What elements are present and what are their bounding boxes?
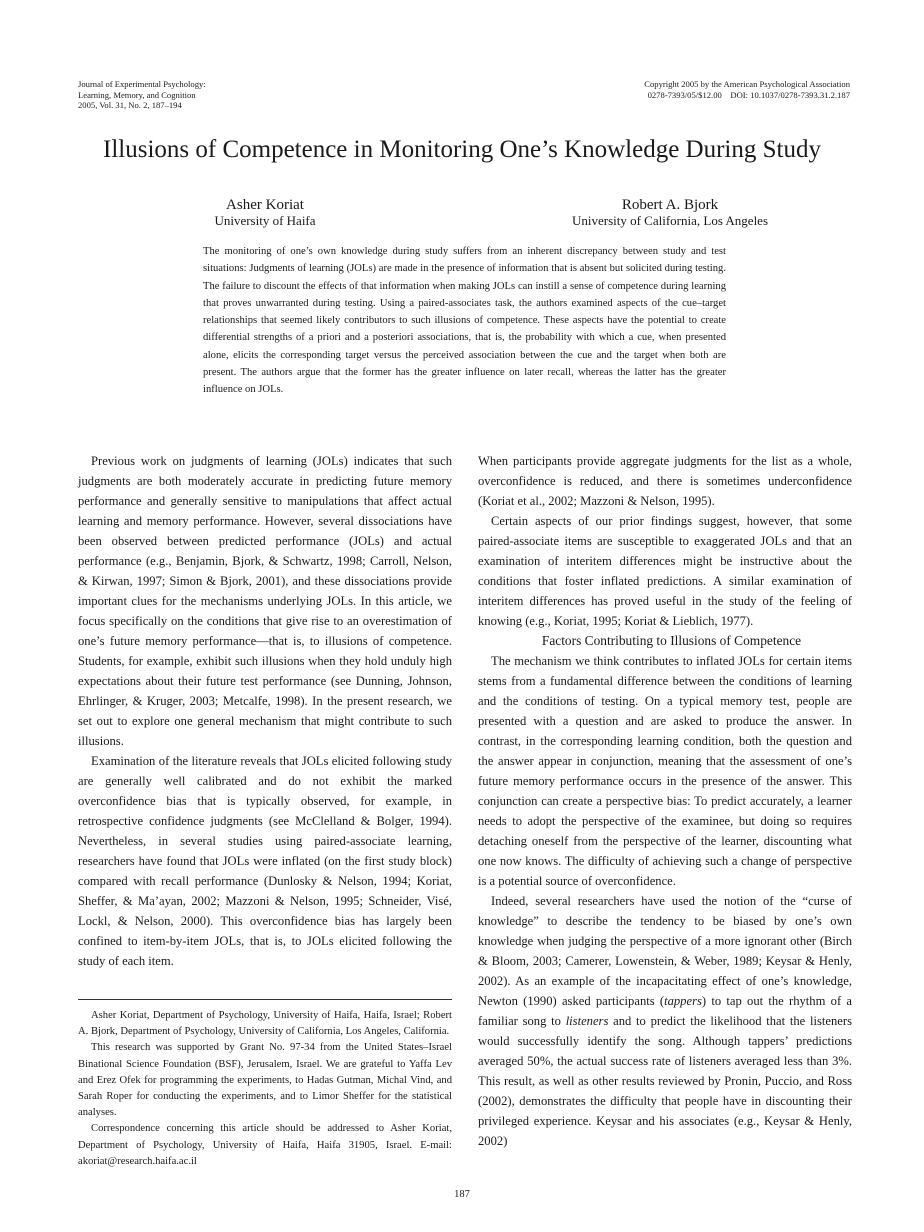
footnotes xyxy=(78,1008,452,1170)
right-column xyxy=(478,451,852,1151)
author-2 xyxy=(520,197,820,229)
copyright-line: Copyright 2005 by the American Psychological Association xyxy=(644,79,850,89)
paragraph: Previous work on judgments of learning (JOLs) indicates that such judgments are both moderately accurate in predicting future memory performance and generally sensitive to manipulations that affect actual learning and memory performance. However, several dissociations have been observed between predicted performance (JOLs) and actual performance (e.g., Benjamin, Bjork, & Schwartz, 1998; Carroll, Nelson, & Kirwan, 1997; Simon & Bjork, 2001), and these dissociations provide important clues for the mechanisms underlying JOLs. In this article, we focus specifically on the conditions that give rise to an overestimation of one’s future memory performance—that is, to illusions of competence. Students, for example, exhibit such illusions when they hold unduly high expectations about their future test performance (see Dunning, Johnson, Ehrlinger, & Kruger, 2003; Metcalfe, 1998). In the present research, we set out to explore one general mechanism that might contribute to such illusions. xyxy=(78,454,452,748)
text: ) to tap out the rhythm of a familiar song to xyxy=(478,994,852,1028)
paragraph xyxy=(478,891,852,1151)
author-name: Asher Koriat xyxy=(226,197,304,213)
author-name: Robert A. Bjork xyxy=(621,197,719,213)
footnote: Correspondence concerning this article should be addressed to Asher Koriat, Department of Psychology, University of Haifa, Haifa 31905, Israel. E-mail: akoriat@research.haifa.ac.il xyxy=(78,1123,452,1167)
copyright-info xyxy=(644,79,850,100)
paragraph: The mechanism we think contributes to inflated JOLs for certain items stems from a fundamental difference between the conditions of learning and the conditions of testing. On a typical memory test, people are presented with a question and are asked to produce the answer. In contrast, in the corresponding learning condition, both the question and the answer appear in conjunction, meaning that the assessment of one’s future memory performance occurs in the presence of the answer. This conjunction can create a perspective bias: To predict accurately, a learner needs to adopt the perspective of the examinee, but doing so requires detaching oneself from the perspective of the learner, discounting what one now knows. The difficulty of achieving such a change of perspective is a potential source of overconfidence. xyxy=(478,654,852,888)
journal-line: Learning, Memory, and Cognition xyxy=(78,89,196,100)
journal-line: 2005, Vol. 31, No. 2, 187–194 xyxy=(78,100,182,110)
italic-term: tappers xyxy=(664,994,702,1008)
paragraph: Examination of the literature reveals that JOLs elicited following study are generally well calibrated and do not exhibit the marked overconfidence bias that is typically observed, for example, in retrospective confidence judgments (see McClelland & Bolger, 1994). Nevertheless, in several studies using paired-associate learning, researchers have found that JOLs were inflated (on the first study block) compared with recall performance (Dunlosky & Nelson, 1994; Koriat, Sheffer, & Ma’ayan, 2002; Mazzoni & Nelson, 1995; Schneider, Visé, Lockl, & Nelson, 2000). This overconfidence bias has largely been confined to item-by-item JOLs, that is, to JOLs elicited following the study of each item. xyxy=(78,754,452,968)
footnote-divider xyxy=(78,999,452,1000)
page-number: 187 xyxy=(454,1189,470,1200)
author-1 xyxy=(190,197,340,229)
journal-info xyxy=(78,79,206,111)
journal-line: Journal of Experimental Psychology: xyxy=(78,79,206,89)
copyright-line: 0278-7393/05/$12.00 DOI: 10.1037/0278-7393.31.2.187 xyxy=(647,89,850,100)
paragraph: When participants provide aggregate judgments for the list as a whole, overconfidence is reduced, and there is sometimes underconfidence (Koriat et al., 2002; Mazzoni & Nelson, 1995). xyxy=(478,454,852,508)
left-column xyxy=(78,451,452,1170)
italic-term: listeners xyxy=(565,1014,609,1028)
footnote: This research was supported by Grant No. 97-34 from the United States–Israel Binational Science Foundation (BSF), Jerusalem, Israel. We are grateful to Yaffa Lev and Erez Ofek for programming the experiments, to Hadas Gutman, Michal Vind, and Sarah Roper for conducting the experiments, and to Limor Sheffer for the statistical analyses. xyxy=(78,1042,452,1119)
abstract: The monitoring of one’s own knowledge during study suffers from an inherent discrepancy between study and test situations: Judgments of learning (JOLs) are made in the presence of information that is absent but solicited during testing. The failure to discount the effects of that information when making JOLs can instill a sense of competence during learning that proves unwarranted during testing. Using a paired-associates task, the authors examined aspects of the cue–target relationships that seemed likely contributors to such illusions of competence. These aspects have the potential to create differential strengths of a priori and a posteriori associations, that is, the probability with which a cue, when presented alone, elicits the corresponding target versus the perceived association between the cue and the target when both are present. The authors argue that the former has the greater influence on later recall, whereas the latter has the greater influence on JOLs. xyxy=(203,246,726,396)
text: Indeed, several researchers have used the notion of the “curse of knowledge” to describe the tendency to be biased by one’s own knowledge when judging the perspective of a more ignorant other (Birch & Bloom, 2003; Camerer, Lowenstein, & Weber, 1989; Keysar & Henly, 2002). As an example of the incapacitating effect of one’s knowledge, Newton (1990) asked participants ( xyxy=(478,894,852,1008)
footnote: Asher Koriat, Department of Psychology, University of Haifa, Haifa, Israel; Robert A. Bjork, Department of Psychology, University of California, Los Angeles, California. xyxy=(78,1010,452,1038)
paper-title: Illusions of Competence in Monitoring One’s Knowledge During Study xyxy=(103,136,821,163)
text: and to predict the likelihood that the listeners would successfully identify the song. Although tappers’ predictions averaged 50%, the actual success rate of listeners averaged less than 3%. This result, as well as other results reviewed by Pronin, Puccio, and Ross (2002), demonstrates the difficulty that people have in discounting their privileged experience. Keysar and his associates (e.g., Keysar & Henly, 2002) xyxy=(478,1014,852,1148)
author-affiliation: University of Haifa xyxy=(214,213,316,228)
paragraph: Certain aspects of our prior findings suggest, however, that some paired-associate items are susceptible to exaggerated JOLs and that an examination of interitem differences might be instructive about the conditions that foster inflated predictions. A similar examination of interitem differences has proved useful in the study of the feeling of knowing (e.g., Koriat, 1995; Koriat & Lieblich, 1977). xyxy=(478,514,852,628)
section-heading: Factors Contributing to Illusions of Competence xyxy=(541,633,802,648)
author-affiliation: University of California, Los Angeles xyxy=(571,213,769,228)
